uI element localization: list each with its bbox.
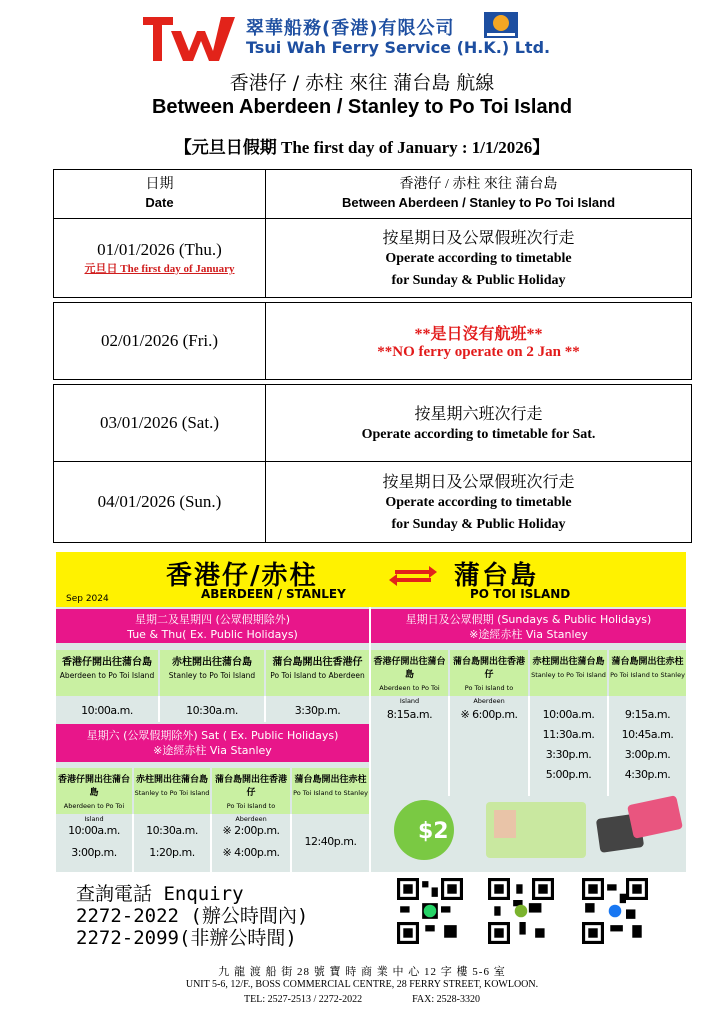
column-header-en: Stanley to Po Toi Island xyxy=(531,671,606,679)
column-header-en: Stanley to Po Toi Island xyxy=(134,789,210,797)
departure-time: 3:30p.m. xyxy=(294,704,341,717)
route-header-zh: 香港仔 / 赤柱 來往 蒲台島 xyxy=(399,177,558,192)
date-header-zh: 日期 xyxy=(145,177,174,192)
poster-title-left-en: ABERDEEN / STANLEY xyxy=(201,587,346,601)
column-header-zh: 赤柱開出往蒲台島 xyxy=(172,657,252,668)
column-header-en: Aberdeen to Po Toi Island xyxy=(379,684,440,705)
departure-time: 1:20p.m. xyxy=(149,846,195,859)
column-header-en: Stanley to Po Toi Island xyxy=(168,671,256,680)
column-header-en: Po Toi Island to Aberdeen xyxy=(464,684,514,705)
date-header-cell xyxy=(54,170,266,219)
sunday-bar xyxy=(371,609,686,643)
departure-time: 10:00a.m. xyxy=(542,708,595,721)
poster-title-right-en: PO TOI ISLAND xyxy=(470,587,571,601)
departure-time: 9:15a.m. xyxy=(624,708,671,721)
transport-card-icon xyxy=(627,795,683,839)
service-en-1: Operate according to timetable xyxy=(385,250,572,266)
departure-time: 3:30p.m. xyxy=(545,748,592,761)
departure-time: ※ 2:00p.m. xyxy=(222,824,280,837)
table-header-row xyxy=(54,170,692,219)
route-title-en: Between Aberdeen / Stanley to Po Toi Island xyxy=(151,96,573,118)
column-header-zh: 蒲台島開出往赤柱 xyxy=(611,657,684,667)
poster-edition: Sep 2024 xyxy=(66,594,109,604)
service-cell xyxy=(266,303,692,380)
coin-label: $2 xyxy=(418,819,449,844)
facebook-qr-code-icon[interactable] xyxy=(582,878,648,944)
date-cell xyxy=(54,462,266,543)
column-header-zh: 香港仔開出往蒲台島 xyxy=(62,657,152,668)
service-zh: 按星期日及公眾假班次行走 xyxy=(382,229,575,247)
column-header-zh: 蒲台島開出往赤柱 xyxy=(294,775,367,785)
column-header-en: Po Toi Island to Aberdeen xyxy=(270,671,365,680)
table-row xyxy=(54,462,692,543)
column-header xyxy=(530,650,607,696)
saturday-bar xyxy=(56,724,369,762)
route-header-en: Between Aberdeen / Stanley to Po Toi Island xyxy=(341,195,616,210)
departure-time: 5:00p.m. xyxy=(545,768,592,781)
departure-time: ※ 6:00p.m. xyxy=(460,708,518,721)
saturday-bar-zh: 星期六 (公眾假期除外) Sat ( Ex. Public Holidays) xyxy=(86,729,339,742)
column-header-zh: 赤柱開出往蒲台島 xyxy=(532,657,605,667)
holiday-heading: 【元旦日假期 The first day of January : 1/1/2026】 xyxy=(174,138,550,157)
departure-time: 10:45a.m. xyxy=(621,728,674,741)
column-header xyxy=(609,650,686,696)
service-cell xyxy=(266,462,692,543)
date-text: 02/01/2026 (Fri.) xyxy=(100,331,219,350)
two-way-arrows-icon xyxy=(389,563,437,589)
service-zh: 按星期日及公眾假班次行走 xyxy=(382,473,575,491)
sunday-bar-en: ※途經赤柱 Via Stanley xyxy=(469,628,588,641)
timetable-poster xyxy=(56,552,686,872)
no-ferry-zh: **是日沒有航班** xyxy=(414,326,543,343)
column-header-zh: 赤柱開出往蒲台島 xyxy=(135,775,208,785)
service-en-1: Operate according to timetable for Sat. xyxy=(361,426,596,442)
weekday-bar xyxy=(56,609,369,643)
date-header-en: Date xyxy=(145,195,174,210)
departure-time: 8:15a.m. xyxy=(386,708,433,721)
column-header-zh: 蒲台島開出往香港仔 xyxy=(214,775,287,798)
poster-title-bar xyxy=(56,552,686,607)
route-title-zh: 香港仔 / 赤柱 來往 蒲台島 航線 xyxy=(229,72,495,94)
departure-time: 12:40p.m. xyxy=(304,835,357,848)
holiday-note: 元旦日 The first day of January xyxy=(84,263,235,275)
departure-time: 10:30a.m. xyxy=(186,704,238,717)
column-header xyxy=(266,650,369,696)
date-text: 03/01/2026 (Sat.) xyxy=(100,413,219,432)
column-header xyxy=(292,768,369,814)
weekday-bar-zh: 星期二及星期四 (公眾假期除外) xyxy=(134,613,291,626)
poster-title-right-zh: 蒲台島 xyxy=(454,561,539,591)
date-cell xyxy=(54,385,266,462)
enquiry-block xyxy=(76,883,308,949)
column-header-zh: 香港仔開出往蒲台島 xyxy=(57,775,130,798)
table-row xyxy=(54,385,692,462)
service-cell xyxy=(266,219,692,298)
address-zh: 九 龍 渡 船 街 28 號 寶 時 商 業 中 心 12 字 樓 5-6 室 xyxy=(218,966,506,978)
departure-time: 3:00p.m. xyxy=(624,748,671,761)
column-header-en: Po Toi Island to Stanley xyxy=(610,671,685,679)
column-header xyxy=(56,650,158,696)
departure-time: 3:00p.m. xyxy=(71,846,117,859)
column-header xyxy=(56,768,132,823)
departure-time: 10:00a.m. xyxy=(81,704,133,717)
table-row xyxy=(54,303,692,380)
departure-time: 10:00a.m. xyxy=(68,824,120,837)
poster-title-left-zh: 香港仔/赤柱 xyxy=(166,561,318,591)
date-cell xyxy=(54,219,266,298)
service-en-1: Operate according to timetable xyxy=(385,494,572,510)
column-header-zh: 蒲台島開出往香港仔 xyxy=(272,657,363,668)
sunday-bar-zh: 星期日及公眾假期 (Sundays & Public Holidays) xyxy=(405,613,652,626)
address-en: UNIT 5-6, 12/F., BOSS COMMERCIAL CENTRE, 28 FERRY STREET, KOWLOON. xyxy=(185,979,539,990)
column-header xyxy=(134,768,210,814)
weekday-bar-en: Tue & Thu( Ex. Public Holidays) xyxy=(127,628,298,641)
column-header xyxy=(371,650,448,705)
phone-office-hours: 2272-2022 (辦公時間內) xyxy=(76,905,309,927)
certification-badge-icon xyxy=(484,12,518,38)
departure-time: 10:30a.m. xyxy=(146,824,198,837)
holiday-schedule-table xyxy=(53,169,692,543)
whatsapp-qr-code-icon[interactable] xyxy=(397,878,463,944)
date-text: 01/01/2026 (Thu.) xyxy=(97,240,222,259)
saturday-bar-en: ※途經赤柱 Via Stanley xyxy=(153,744,272,757)
column-header xyxy=(450,650,528,705)
no-ferry-en: **NO ferry operate on 2 Jan ** xyxy=(377,344,580,360)
service-zh: 按星期六班次行走 xyxy=(414,405,543,423)
column-header-en: Po Toi Island to Aberdeen xyxy=(226,802,276,823)
route-header-cell xyxy=(266,170,692,219)
column-header-en: Aberdeen to Po Toi Island xyxy=(63,802,125,823)
company-name-zh: 翠華船務(香港)有限公司 xyxy=(246,18,455,39)
service-en-2: for Sunday & Public Holiday xyxy=(391,516,566,532)
tel-fax: TEL: 2527-2513 / 2272-2022 FAX: 2528-3320 xyxy=(244,994,480,1005)
service-cell xyxy=(266,385,692,462)
table-row xyxy=(54,219,692,298)
date-cell xyxy=(54,303,266,380)
column-header xyxy=(212,768,290,823)
departure-time: ※ 4:00p.m. xyxy=(222,846,280,859)
column-header-zh: 蒲台島開出往香港仔 xyxy=(452,657,525,680)
column-header-en: Po Toi Island to Stanley xyxy=(293,789,368,797)
column-header-zh: 香港仔開出往蒲台島 xyxy=(373,657,446,680)
column-header xyxy=(160,650,264,696)
service-en-2: for Sunday & Public Holiday xyxy=(391,272,566,288)
departure-time: 11:30a.m. xyxy=(542,728,595,741)
departure-time: 4:30p.m. xyxy=(624,768,671,781)
company-name-en: Tsui Wah Ferry Service (H.K.) Ltd. xyxy=(246,38,551,57)
company-logo xyxy=(143,17,235,61)
column-header-en: Aberdeen to Po Toi Island xyxy=(59,671,155,680)
phone-after-hours: 2272-2099(非辦公時間) xyxy=(76,927,297,949)
enquiry-label: 查詢電話 Enquiry xyxy=(76,883,244,905)
card-photo-icon xyxy=(494,810,516,838)
date-text: 04/01/2026 (Sun.) xyxy=(97,492,222,511)
wechat-qr-code-icon[interactable] xyxy=(488,878,554,944)
